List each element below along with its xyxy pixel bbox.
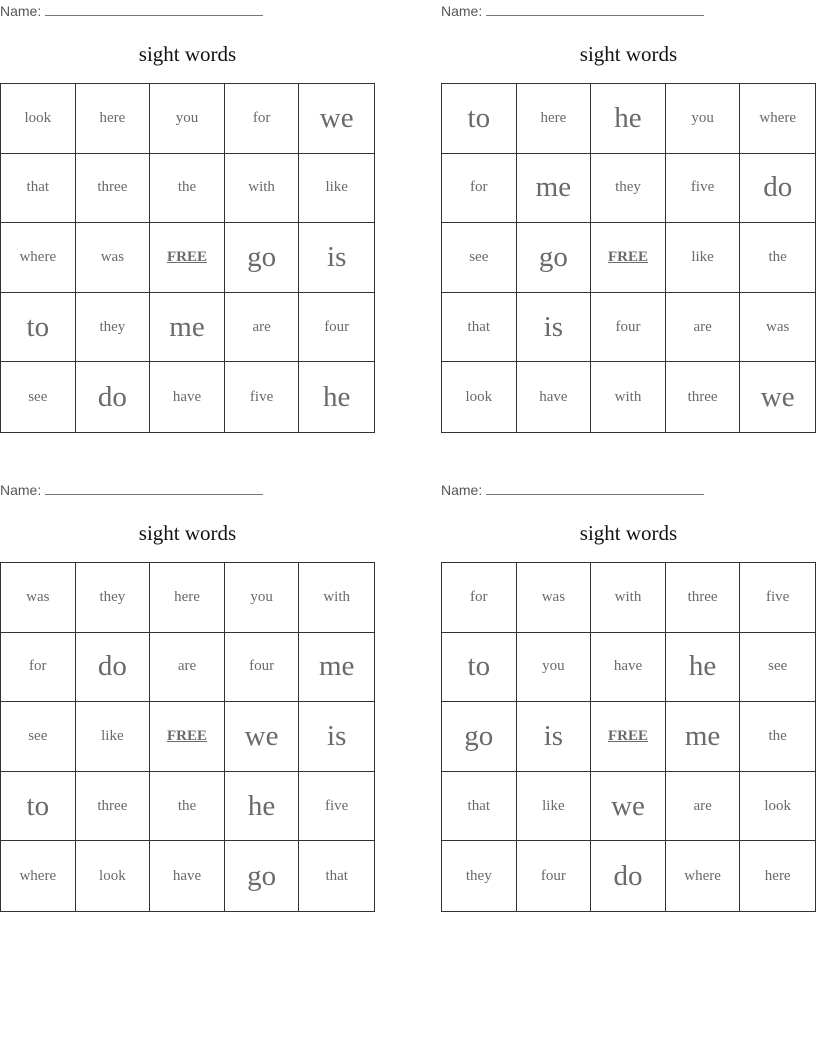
word-cell: have: [150, 841, 225, 911]
word-cell: we: [299, 84, 374, 154]
word-cell: is: [517, 293, 592, 363]
word-cell: five: [225, 362, 300, 432]
name-line: [486, 482, 704, 495]
word-cell: five: [299, 772, 374, 842]
word-cell: like: [517, 772, 592, 842]
word-cell: four: [517, 841, 592, 911]
word-cell: that: [1, 154, 76, 224]
word-cell: me: [517, 154, 592, 224]
free-space: FREE: [591, 702, 666, 772]
name-line: [45, 3, 263, 16]
word-cell: we: [225, 702, 300, 772]
word-cell: see: [740, 633, 815, 703]
word-cell: to: [1, 772, 76, 842]
bingo-grid: [441, 562, 816, 912]
word-cell: go: [225, 223, 300, 293]
word-cell: with: [591, 563, 666, 633]
card: [0, 2, 375, 413]
word-cell: five: [740, 563, 815, 633]
name-label: Name:: [441, 3, 483, 19]
word-cell: you: [666, 84, 741, 154]
word-cell: like: [299, 154, 374, 224]
name-label: Name:: [0, 3, 42, 19]
word-cell: here: [76, 84, 151, 154]
word-cell: he: [323, 380, 351, 413]
free-space: FREE: [591, 223, 666, 293]
word-cell: they: [76, 293, 151, 363]
word-cell: here: [517, 84, 592, 154]
card-title: sight words: [138, 521, 237, 545]
word-cell: with: [299, 563, 374, 633]
bingo-grid: [441, 83, 816, 433]
word-cell: look: [740, 772, 815, 842]
word-cell: do: [740, 154, 815, 224]
word-cell: have: [591, 633, 666, 703]
word-cell: here: [764, 867, 791, 884]
word-cell: see: [442, 223, 517, 293]
word-cell: he: [225, 772, 300, 842]
word-cell: with: [591, 362, 666, 432]
word-cell: he: [591, 84, 666, 154]
word-cell: that: [442, 772, 517, 842]
word-cell: go: [225, 841, 300, 911]
word-cell: we: [760, 380, 795, 413]
word-cell: with: [225, 154, 300, 224]
word-cell: four: [299, 293, 374, 363]
word-cell: where: [666, 841, 741, 911]
word-cell: five: [666, 154, 741, 224]
word-cell: do: [76, 633, 151, 703]
word-cell: that: [325, 867, 348, 884]
word-cell: are: [666, 293, 741, 363]
free-space: FREE: [150, 702, 225, 772]
card-title: sight words: [579, 42, 678, 66]
word-cell: to: [442, 633, 517, 703]
word-cell: the: [150, 154, 225, 224]
word-cell: was: [1, 563, 76, 633]
word-cell: here: [150, 563, 225, 633]
word-cell: we: [591, 772, 666, 842]
word-cell: they: [442, 841, 517, 911]
word-cell: for: [1, 633, 76, 703]
word-cell: go: [517, 223, 592, 293]
free-space: FREE: [150, 223, 225, 293]
word-cell: have: [150, 362, 225, 432]
word-cell: me: [299, 633, 374, 703]
word-cell: four: [591, 293, 666, 363]
word-cell: the: [740, 702, 815, 772]
card-title: sight words: [138, 42, 237, 66]
word-cell: like: [666, 223, 741, 293]
card: [0, 481, 375, 892]
name-row: [441, 2, 816, 20]
name-line: [45, 482, 263, 495]
word-cell: they: [76, 563, 151, 633]
word-cell: where: [740, 84, 815, 154]
bingo-grid: [0, 83, 375, 433]
name-label: Name:: [0, 482, 42, 498]
word-cell: three: [666, 563, 741, 633]
word-cell: you: [517, 633, 592, 703]
word-cell: see: [1, 702, 76, 772]
word-cell: three: [666, 362, 741, 432]
card: [441, 481, 816, 892]
card-title: sight words: [579, 521, 678, 545]
word-cell: the: [740, 223, 815, 293]
word-cell: me: [666, 702, 741, 772]
word-cell: was: [740, 293, 815, 363]
word-cell: for: [442, 154, 517, 224]
word-cell: where: [1, 841, 76, 911]
word-cell: the: [150, 772, 225, 842]
word-cell: me: [150, 293, 225, 363]
word-cell: three: [76, 154, 151, 224]
word-cell: is: [517, 702, 592, 772]
word-cell: like: [76, 702, 151, 772]
word-cell: do: [591, 841, 666, 911]
name-row: [0, 481, 375, 499]
name-line: [486, 3, 704, 16]
word-cell: was: [76, 223, 151, 293]
word-cell: you: [150, 84, 225, 154]
word-cell: are: [225, 293, 300, 363]
word-cell: are: [666, 772, 741, 842]
word-cell: they: [591, 154, 666, 224]
word-cell: three: [76, 772, 151, 842]
word-cell: he: [666, 633, 741, 703]
word-cell: was: [517, 563, 592, 633]
name-row: [441, 481, 816, 499]
word-cell: look: [442, 362, 517, 432]
word-cell: that: [442, 293, 517, 363]
word-cell: go: [442, 702, 517, 772]
word-cell: where: [1, 223, 76, 293]
card: [441, 2, 816, 413]
word-cell: to: [442, 84, 517, 154]
word-cell: four: [225, 633, 300, 703]
word-cell: are: [150, 633, 225, 703]
word-cell: have: [517, 362, 592, 432]
word-cell: do: [76, 362, 151, 432]
word-cell: you: [225, 563, 300, 633]
word-cell: to: [1, 293, 76, 363]
word-cell: see: [1, 362, 76, 432]
name-row: [0, 2, 375, 20]
bingo-grid: [0, 562, 375, 912]
word-cell: look: [76, 841, 151, 911]
word-cell: for: [442, 563, 517, 633]
name-label: Name:: [441, 482, 483, 498]
word-cell: is: [299, 702, 374, 772]
word-cell: is: [299, 223, 374, 293]
word-cell: for: [225, 84, 300, 154]
word-cell: look: [1, 84, 76, 154]
